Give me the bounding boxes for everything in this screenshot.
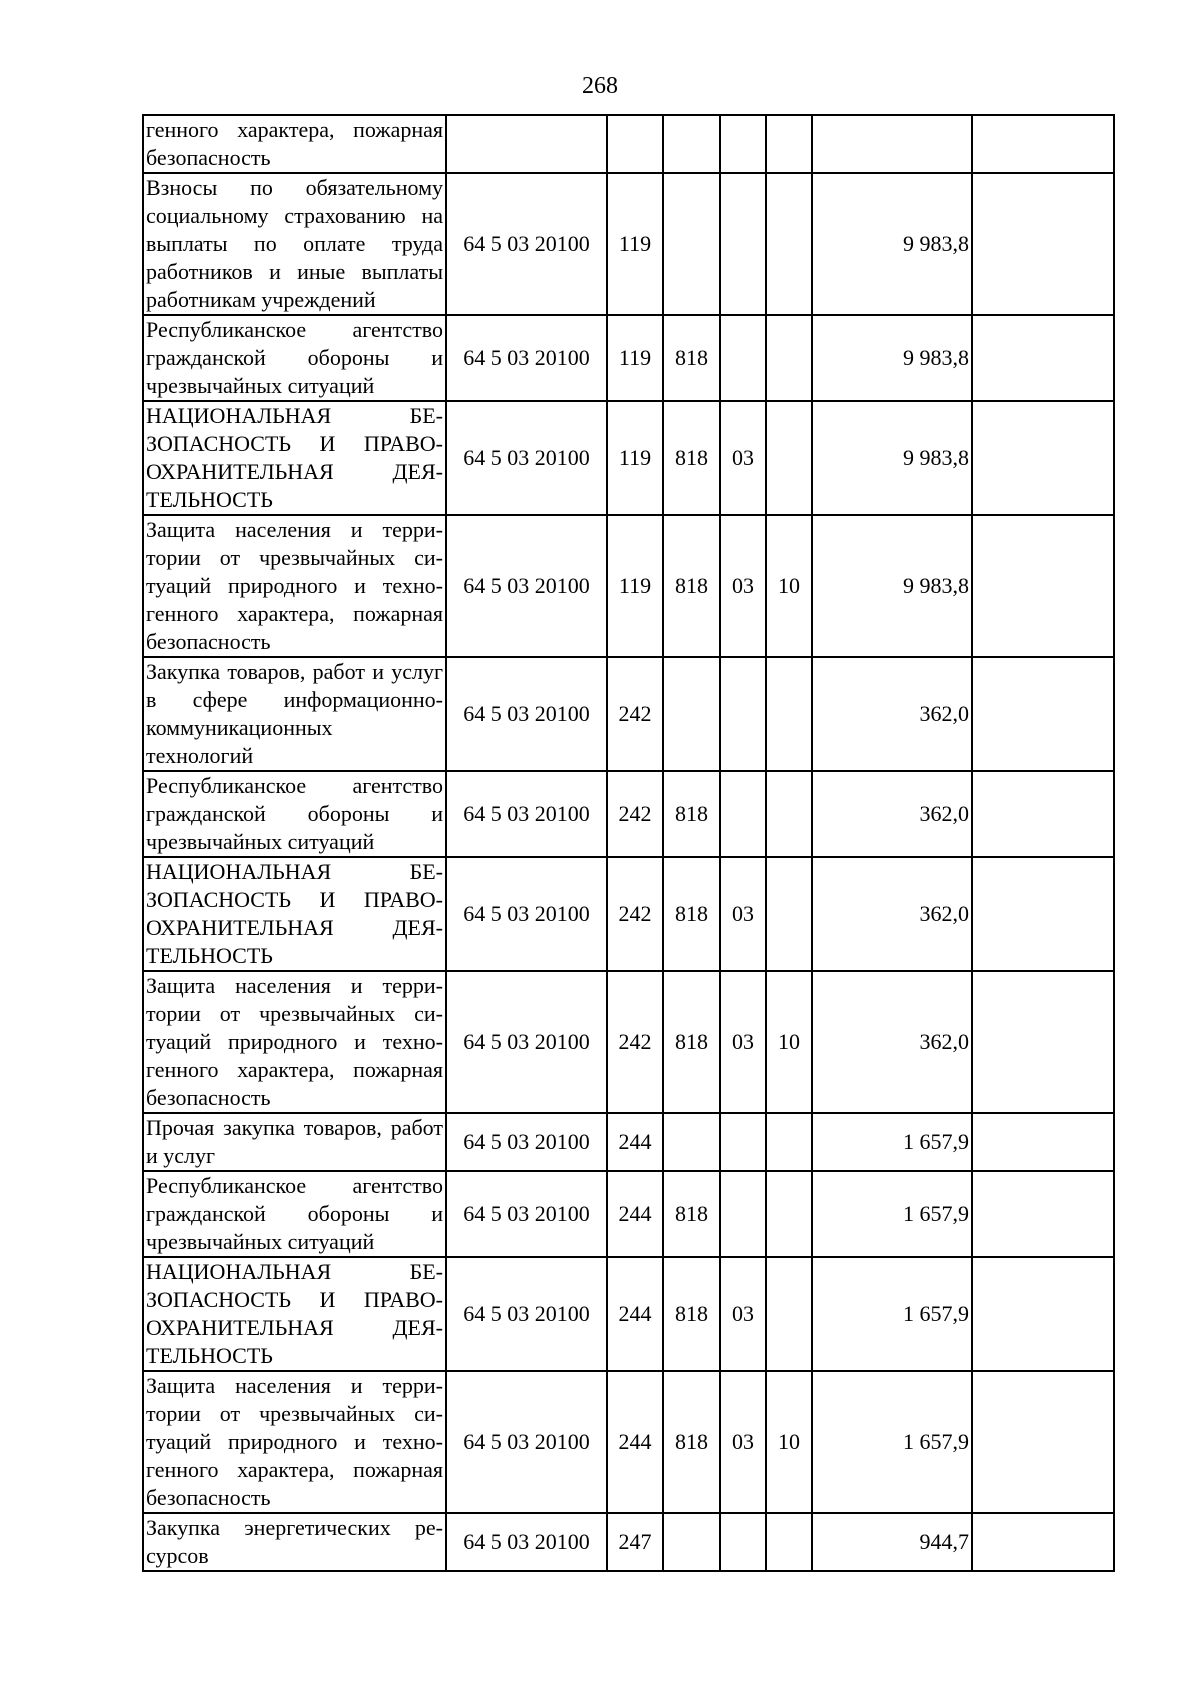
- row-description: Республиканское агентство гражданской обороны и чрезвычайных ситуаций: [143, 1171, 446, 1257]
- amount-value: [812, 115, 972, 173]
- table-row: [143, 1513, 1114, 1571]
- section-code: [720, 771, 766, 857]
- subsection-code: [766, 1257, 812, 1371]
- table-row: [143, 173, 1114, 315]
- administrator-code: 818: [663, 515, 720, 657]
- target-article-code: 64 5 03 20100: [446, 1257, 607, 1371]
- amount-value: 9 983,8: [812, 173, 972, 315]
- row-description: генного характера, пожарная безопасность: [143, 115, 446, 173]
- target-article-code: 64 5 03 20100: [446, 1171, 607, 1257]
- expense-type-code: 119: [607, 515, 663, 657]
- target-article-code: 64 5 03 20100: [446, 1513, 607, 1571]
- administrator-code: 818: [663, 971, 720, 1113]
- extra-column: [972, 1113, 1114, 1171]
- subsection-code: [766, 115, 812, 173]
- amount-value: 362,0: [812, 857, 972, 971]
- target-article-code: 64 5 03 20100: [446, 1113, 607, 1171]
- administrator-code: [663, 657, 720, 771]
- section-code: [720, 315, 766, 401]
- row-description: Защита населения и территории от чрезвычайных ситуаций природного и техногенного характера, пожарная безопасность: [143, 1371, 446, 1513]
- row-description: Закупка товаров, работ и услуг в сфере информационно-коммуникационных технологий: [143, 657, 446, 771]
- amount-value: 9 983,8: [812, 315, 972, 401]
- administrator-code: 818: [663, 401, 720, 515]
- extra-column: [972, 315, 1114, 401]
- extra-column: [972, 1171, 1114, 1257]
- administrator-code: 818: [663, 857, 720, 971]
- budget-table: [142, 114, 1115, 1572]
- section-code: [720, 1513, 766, 1571]
- expense-type-code: 244: [607, 1257, 663, 1371]
- table-row: [143, 1257, 1114, 1371]
- row-description: НАЦИОНАЛЬНАЯ БЕЗОПАСНОСТЬ И ПРАВООХРАНИТЕЛЬНАЯ ДЕЯТЕЛЬНОСТЬ: [143, 401, 446, 515]
- extra-column: [972, 173, 1114, 315]
- table-row: [143, 771, 1114, 857]
- expense-type-code: 242: [607, 771, 663, 857]
- section-code: [720, 1113, 766, 1171]
- subsection-code: 10: [766, 1371, 812, 1513]
- administrator-code: 818: [663, 1257, 720, 1371]
- row-description: Закупка энергетических ресурсов: [143, 1513, 446, 1571]
- section-code: 03: [720, 401, 766, 515]
- section-code: 03: [720, 1371, 766, 1513]
- subsection-code: [766, 771, 812, 857]
- section-code: 03: [720, 971, 766, 1113]
- target-article-code: 64 5 03 20100: [446, 971, 607, 1113]
- table-row: [143, 1113, 1114, 1171]
- expense-type-code: 242: [607, 857, 663, 971]
- section-code: 03: [720, 515, 766, 657]
- expense-type-code: 244: [607, 1171, 663, 1257]
- extra-column: [972, 401, 1114, 515]
- extra-column: [972, 515, 1114, 657]
- target-article-code: 64 5 03 20100: [446, 1371, 607, 1513]
- expense-type-code: 242: [607, 657, 663, 771]
- amount-value: 9 983,8: [812, 401, 972, 515]
- expense-type-code: 244: [607, 1113, 663, 1171]
- subsection-code: [766, 1113, 812, 1171]
- table-row: [143, 971, 1114, 1113]
- row-description: Взносы по обязательному социальному страхованию на выплаты по оплате труда работников и иные выплаты работникам учреждений: [143, 173, 446, 315]
- administrator-code: [663, 1513, 720, 1571]
- extra-column: [972, 657, 1114, 771]
- amount-value: 9 983,8: [812, 515, 972, 657]
- extra-column: [972, 115, 1114, 173]
- section-code: 03: [720, 857, 766, 971]
- amount-value: 1 657,9: [812, 1113, 972, 1171]
- section-code: [720, 115, 766, 173]
- administrator-code: [663, 1113, 720, 1171]
- target-article-code: 64 5 03 20100: [446, 515, 607, 657]
- target-article-code: 64 5 03 20100: [446, 315, 607, 401]
- subsection-code: [766, 857, 812, 971]
- table-row: [143, 1371, 1114, 1513]
- table-row: [143, 401, 1114, 515]
- administrator-code: 818: [663, 1171, 720, 1257]
- expense-type-code: [607, 115, 663, 173]
- expense-type-code: 119: [607, 315, 663, 401]
- row-description: НАЦИОНАЛЬНАЯ БЕЗОПАСНОСТЬ И ПРАВООХРАНИТЕЛЬНАЯ ДЕЯТЕЛЬНОСТЬ: [143, 1257, 446, 1371]
- table-row: [143, 315, 1114, 401]
- row-description: НАЦИОНАЛЬНАЯ БЕЗОПАСНОСТЬ И ПРАВООХРАНИТЕЛЬНАЯ ДЕЯТЕЛЬНОСТЬ: [143, 857, 446, 971]
- amount-value: 362,0: [812, 971, 972, 1113]
- amount-value: 362,0: [812, 657, 972, 771]
- target-article-code: 64 5 03 20100: [446, 657, 607, 771]
- row-description: Защита населения и территории от чрезвычайных ситуаций природного и техногенного характера, пожарная безопасность: [143, 971, 446, 1113]
- subsection-code: 10: [766, 971, 812, 1113]
- expense-type-code: 242: [607, 971, 663, 1113]
- expense-type-code: 119: [607, 173, 663, 315]
- amount-value: 944,7: [812, 1513, 972, 1571]
- subsection-code: [766, 1513, 812, 1571]
- expense-type-code: 247: [607, 1513, 663, 1571]
- target-article-code: [446, 115, 607, 173]
- extra-column: [972, 1257, 1114, 1371]
- expense-type-code: 119: [607, 401, 663, 515]
- section-code: [720, 657, 766, 771]
- table-row: [143, 857, 1114, 971]
- administrator-code: 818: [663, 771, 720, 857]
- row-description: Республиканское агентство гражданской обороны и чрезвычайных ситуаций: [143, 771, 446, 857]
- amount-value: 1 657,9: [812, 1171, 972, 1257]
- row-description: Прочая закупка товаров, работ и услуг: [143, 1113, 446, 1171]
- administrator-code: 818: [663, 1371, 720, 1513]
- section-code: 03: [720, 1257, 766, 1371]
- target-article-code: 64 5 03 20100: [446, 401, 607, 515]
- subsection-code: [766, 1171, 812, 1257]
- extra-column: [972, 1371, 1114, 1513]
- table-row: [143, 1171, 1114, 1257]
- amount-value: 1 657,9: [812, 1257, 972, 1371]
- subsection-code: [766, 173, 812, 315]
- section-code: [720, 1171, 766, 1257]
- subsection-code: [766, 401, 812, 515]
- section-code: [720, 173, 766, 315]
- amount-value: 362,0: [812, 771, 972, 857]
- table-row: [143, 657, 1114, 771]
- row-description: Защита населения и территории от чрезвычайных ситуаций природного и техногенного характера, пожарная безопасность: [143, 515, 446, 657]
- target-article-code: 64 5 03 20100: [446, 173, 607, 315]
- table-row: [143, 115, 1114, 173]
- administrator-code: [663, 115, 720, 173]
- extra-column: [972, 771, 1114, 857]
- row-description: Республиканское агентство гражданской обороны и чрезвычайных ситуаций: [143, 315, 446, 401]
- table-row: [143, 515, 1114, 657]
- subsection-code: [766, 657, 812, 771]
- subsection-code: 10: [766, 515, 812, 657]
- amount-value: 1 657,9: [812, 1371, 972, 1513]
- administrator-code: [663, 173, 720, 315]
- expense-type-code: 244: [607, 1371, 663, 1513]
- extra-column: [972, 971, 1114, 1113]
- extra-column: [972, 1513, 1114, 1571]
- subsection-code: [766, 315, 812, 401]
- target-article-code: 64 5 03 20100: [446, 857, 607, 971]
- administrator-code: 818: [663, 315, 720, 401]
- target-article-code: 64 5 03 20100: [446, 771, 607, 857]
- page-number: 268: [582, 73, 618, 99]
- extra-column: [972, 857, 1114, 971]
